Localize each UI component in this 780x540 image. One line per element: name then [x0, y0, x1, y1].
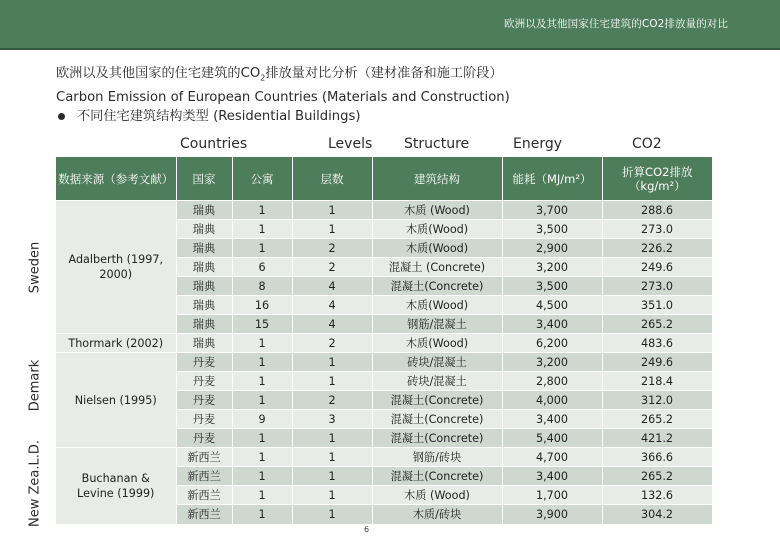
table-header-row	[56, 157, 712, 201]
cell-country: 瑞典	[176, 258, 232, 277]
energy-label: Energy	[513, 136, 563, 152]
side-label-denmark: Demark	[27, 359, 43, 412]
cell-co2: 249.6	[602, 258, 712, 277]
cell-energy: 1,700	[502, 486, 602, 505]
cell-country: 新西兰	[176, 486, 232, 505]
cell-country: 瑞典	[176, 220, 232, 239]
cell-energy: 5,400	[502, 429, 602, 448]
cell-structure: 混凝土(Concrete)	[372, 429, 502, 448]
cell-country: 新西兰	[176, 505, 232, 524]
cell-energy: 6,200	[502, 334, 602, 353]
heading-chinese-prefix: 欧洲以及其他国家的住宅建筑的CO	[56, 66, 261, 81]
banner-title: 欧洲以及其他国家住宅建筑的CO2排放量的对比	[504, 18, 728, 30]
cell-country: 丹麦	[176, 372, 232, 391]
table-row	[56, 353, 712, 372]
cell-co2: 273.0	[602, 220, 712, 239]
cell-co2: 288.6	[602, 201, 712, 220]
column-group-labels	[0, 136, 780, 156]
source-nielsen: Nielsen (1995)	[56, 353, 176, 448]
header-structure: 建筑结构	[372, 157, 502, 201]
cell-structure: 砖块/混凝土	[372, 372, 502, 391]
cell-apartments: 1	[232, 505, 292, 524]
cell-apartments: 1	[232, 220, 292, 239]
cell-floors: 2	[292, 391, 372, 410]
cell-country: 丹麦	[176, 429, 232, 448]
source-buchanan: Buchanan & Levine (1999)	[56, 448, 176, 524]
cell-country: 瑞典	[176, 315, 232, 334]
cell-apartments: 1	[232, 467, 292, 486]
cell-floors: 3	[292, 410, 372, 429]
cell-apartments: 1	[232, 486, 292, 505]
countries-label: Countries	[180, 136, 248, 152]
cell-floors: 1	[292, 372, 372, 391]
emission-table	[56, 157, 713, 524]
cell-energy: 3,200	[502, 258, 602, 277]
cell-floors: 1	[292, 486, 372, 505]
cell-structure: 钢筋/砖块	[372, 448, 502, 467]
cell-energy: 3,200	[502, 353, 602, 372]
cell-apartments: 1	[232, 429, 292, 448]
header-energy: 能耗（MJ/m²）	[502, 157, 602, 201]
heading-subscript: 2	[260, 73, 266, 83]
cell-country: 丹麦	[176, 391, 232, 410]
heading-chinese	[56, 64, 510, 88]
cell-apartments: 1	[232, 448, 292, 467]
cell-floors: 1	[292, 201, 372, 220]
cell-structure: 木质(Wood)	[372, 239, 502, 258]
cell-apartments: 1	[232, 334, 292, 353]
cell-energy: 3,400	[502, 410, 602, 429]
cell-apartments: 9	[232, 410, 292, 429]
table-row	[56, 334, 712, 353]
cell-energy: 3,500	[502, 277, 602, 296]
cell-co2: 273.0	[602, 277, 712, 296]
cell-energy: 3,700	[502, 201, 602, 220]
cell-co2: 218.4	[602, 372, 712, 391]
cell-apartments: 1	[232, 201, 292, 220]
cell-floors: 1	[292, 448, 372, 467]
cell-structure: 木质/砖块	[372, 505, 502, 524]
bullet-text: 不同住宅建筑结构类型 (Residential Buildings)	[77, 108, 361, 124]
bullet-line	[56, 107, 510, 126]
cell-energy: 3,900	[502, 505, 602, 524]
side-label-sweden: Sweden	[27, 241, 43, 294]
cell-energy: 3,400	[502, 467, 602, 486]
side-label-new-zealand: New Zea.L.D.	[27, 440, 43, 528]
cell-country: 丹麦	[176, 410, 232, 429]
cell-structure: 混凝土 (Concrete)	[372, 258, 502, 277]
cell-co2: 132.6	[602, 486, 712, 505]
cell-floors: 1	[292, 505, 372, 524]
cell-co2: 312.0	[602, 391, 712, 410]
cell-energy: 2,900	[502, 239, 602, 258]
cell-floors: 2	[292, 258, 372, 277]
cell-structure: 混凝土(Concrete)	[372, 467, 502, 486]
cell-co2: 351.0	[602, 296, 712, 315]
cell-energy: 4,500	[502, 296, 602, 315]
cell-country: 瑞典	[176, 239, 232, 258]
cell-apartments: 16	[232, 296, 292, 315]
cell-apartments: 1	[232, 372, 292, 391]
cell-floors: 1	[292, 353, 372, 372]
cell-country: 新西兰	[176, 467, 232, 486]
structure-label: Structure	[404, 136, 470, 152]
cell-structure: 砖块/混凝土	[372, 353, 502, 372]
cell-apartments: 6	[232, 258, 292, 277]
cell-structure: 木质(Wood)	[372, 220, 502, 239]
top-banner	[0, 0, 780, 50]
cell-co2: 226.2	[602, 239, 712, 258]
table-row	[56, 201, 712, 220]
header-floors: 层数	[292, 157, 372, 201]
header-country: 国家	[176, 157, 232, 201]
cell-apartments: 1	[232, 391, 292, 410]
cell-structure: 木质 (Wood)	[372, 201, 502, 220]
emission-table-container	[56, 157, 712, 524]
heading-english: Carbon Emission of European Countries (Materials and Construction)	[56, 89, 510, 105]
header-source: 数据来源（参考文献）	[56, 157, 176, 201]
cell-floors: 4	[292, 296, 372, 315]
cell-structure: 木质(Wood)	[372, 296, 502, 315]
co2-label: CO2	[632, 136, 662, 152]
cell-co2: 249.6	[602, 353, 712, 372]
cell-co2: 265.2	[602, 410, 712, 429]
cell-energy: 3,500	[502, 220, 602, 239]
cell-structure: 混凝土(Concrete)	[372, 410, 502, 429]
cell-apartments: 1	[232, 239, 292, 258]
levels-label: Levels	[328, 136, 373, 152]
cell-energy: 2,800	[502, 372, 602, 391]
cell-country: 丹麦	[176, 353, 232, 372]
cell-floors: 4	[292, 315, 372, 334]
cell-floors: 2	[292, 334, 372, 353]
cell-apartments: 15	[232, 315, 292, 334]
cell-structure: 混凝土(Concrete)	[372, 391, 502, 410]
cell-country: 瑞典	[176, 334, 232, 353]
cell-structure: 木质(Wood)	[372, 334, 502, 353]
cell-energy: 3,400	[502, 315, 602, 334]
bullet-dot-icon	[58, 113, 65, 120]
cell-co2: 265.2	[602, 315, 712, 334]
cell-apartments: 1	[232, 353, 292, 372]
cell-floors: 1	[292, 429, 372, 448]
cell-structure: 混凝土(Concrete)	[372, 277, 502, 296]
cell-floors: 1	[292, 220, 372, 239]
cell-country: 瑞典	[176, 277, 232, 296]
slide-heading	[56, 64, 510, 126]
cell-co2: 265.2	[602, 467, 712, 486]
cell-country: 瑞典	[176, 296, 232, 315]
cell-structure: 钢筋/混凝土	[372, 315, 502, 334]
heading-chinese-suffix: 排放量对比分析（建材准备和施工阶段）	[265, 66, 503, 81]
cell-apartments: 8	[232, 277, 292, 296]
cell-energy: 4,700	[502, 448, 602, 467]
cell-co2: 304.2	[602, 505, 712, 524]
cell-country: 新西兰	[176, 448, 232, 467]
cell-co2: 366.6	[602, 448, 712, 467]
cell-energy: 4,000	[502, 391, 602, 410]
source-thormark: Thormark (2002)	[56, 334, 176, 353]
cell-floors: 4	[292, 277, 372, 296]
header-apartments: 公寓	[232, 157, 292, 201]
source-adalberth: Adalberth (1997, 2000)	[56, 201, 176, 334]
page-number: 6	[364, 525, 370, 534]
cell-co2: 421.2	[602, 429, 712, 448]
cell-floors: 1	[292, 467, 372, 486]
cell-floors: 2	[292, 239, 372, 258]
cell-co2: 483.6	[602, 334, 712, 353]
table-row	[56, 448, 712, 467]
cell-country: 瑞典	[176, 201, 232, 220]
cell-structure: 木质 (Wood)	[372, 486, 502, 505]
header-co2: 折算CO2排放（kg/m²）	[602, 157, 712, 201]
